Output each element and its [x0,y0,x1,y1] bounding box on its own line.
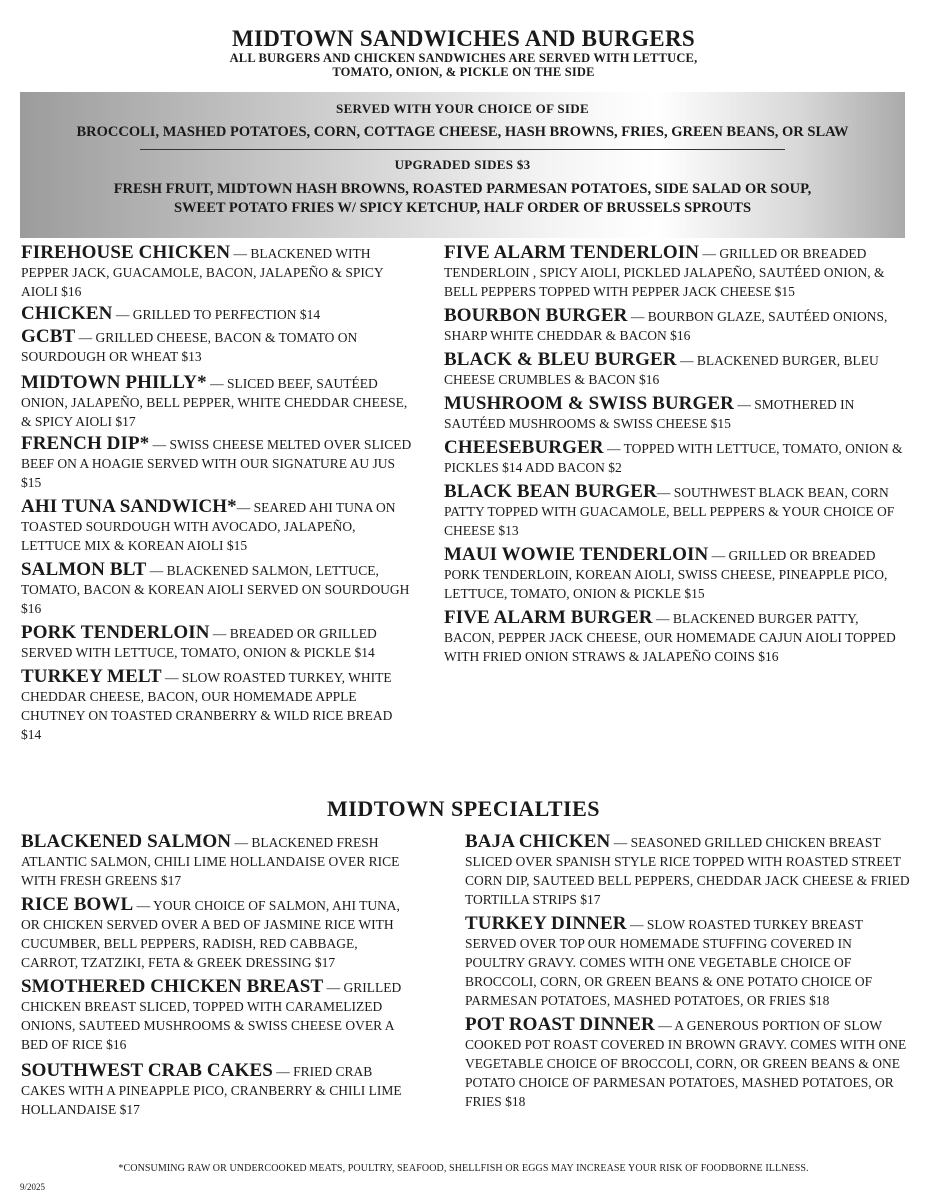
item-name: BOURBON BURGER [444,305,628,326]
item-sep: — [652,611,673,626]
item-sep: — [75,330,96,345]
specialties-left-column [21,832,417,1119]
item-desc: BLACKENED BURGER PATTY, BACON, PEPPER JACK CHEESE, OUR HOMEMADE CAJUN AIOLI TOPPED WITH FRIED ONION STRAWS & JALAPEÑO COINS $16 [444,611,896,664]
item-name: FIVE ALARM BURGER [444,607,653,628]
item-desc: BLACKENED FRESH ATLANTIC SALMON, CHILI LIME HOLLANDAISE OVER RICE WITH FRESH GREENS $17 [21,835,400,888]
item-sep: — [230,246,251,261]
subtitle-line-2: TOMATO, ONION, & PICKLE ON THE SIDE [332,65,595,79]
menu-item [21,434,413,492]
item-name: CHICKEN [21,303,113,324]
item-desc: SLOW ROASTED TURKEY, WHITE CHEDDAR CHEESE, BACON, OUR HOMEMADE APPLE CHUTNEY ON TOASTED CRANBERRY & WILD RICE BREAD $14 [21,670,393,742]
menu-date: 9/2025 [20,1182,46,1192]
item-desc: SMOTHERED IN SAUTÉED MUSHROOMS & SWISS CHEESE $15 [444,397,855,431]
upgraded-sides-line-1: FRESH FRUIT, MIDTOWN HASH BROWNS, ROASTED PARMESAN POTATOES, SIDE SALAD OR SOUP, [113,181,812,197]
item-name: TURKEY DINNER [465,913,627,934]
menu-item [21,327,413,366]
item-sep: — [676,353,697,368]
menu-item [21,497,413,555]
menu-item [465,1015,910,1111]
item-name: MAUI WOWIE TENDERLOIN [444,544,709,565]
item-name: POT ROAST DINNER [465,1014,655,1035]
item-name: SALMON BLT [21,559,147,580]
item-sep: — [610,835,631,850]
item-name: PORK TENDERLOIN [21,622,210,643]
item-desc: A GENEROUS PORTION OF SLOW COOKED POT ROAST COVERED IN BROWN GRAVY. COMES WITH ONE VEGETABLE CHOICE OF BROCCOLI, CORN, OR GREEN BEANS & ONE POTATO CHOICE OF PARMESAN POTATOES, MASHED POTATOES, OR FRIES $18 [465,1018,907,1109]
item-desc: BLACKENED SALMON, LETTUCE, TOMATO, BACON & KOREAN AIOLI SERVED ON SOURDOUGH $16 [21,563,410,616]
item-desc: BREADED OR GRILLED SERVED WITH LETTUCE, TOMATO, ONION & PICKLE $14 [21,626,377,660]
menu-item [444,438,908,477]
menu-item [465,914,910,1010]
item-name: AHI TUNA SANDWICH* [21,496,237,517]
item-desc: BLACKENED BURGER, BLEU CHEESE CRUMBLES & BACON $16 [444,353,879,387]
menu-item [21,1061,417,1119]
item-name: GCBT [21,326,76,347]
menu-item [444,350,908,389]
menu-item [21,304,413,324]
item-desc: SLICED BEEF, SAUTÉED ONION, JALAPEÑO, BELL PEPPER, WHITE CHEDDAR CHEESE, & SPICY AIOLI $17 [21,376,408,429]
item-sep: — [699,246,720,261]
specialties-title: MIDTOWN SPECIALTIES [327,796,600,821]
item-sep: — [161,670,182,685]
item-name: MIDTOWN PHILLY* [21,372,207,393]
sides-divider [140,149,785,150]
item-name: BLACK BEAN BURGER [444,481,657,502]
item-desc: SLOW ROASTED TURKEY BREAST SERVED OVER TOP OUR HOMEMADE STUFFING COVERED IN POULTRY GRAVY. COMES WITH ONE VEGETABLE CHOICE OF BROCCOLI, CORN, OR GREEN BEANS & ONE POTATO CHOICE OF PARMESAN POTATOES, MASHED POTATOES, OR FRIES $18 [465,917,873,1008]
menu-item [444,394,908,433]
item-sep: — [209,626,230,641]
item-sep: — [323,980,344,995]
item-name: SMOTHERED CHICKEN BREAST [21,976,324,997]
item-sep: — [146,563,167,578]
menu-item [21,832,417,890]
item-desc: FRIED CRAB CAKES WITH A PINEAPPLE PICO, CRANBERRY & CHILI LIME HOLLANDAISE $17 [21,1064,402,1117]
sides-label: SERVED WITH YOUR CHOICE OF SIDE [336,101,589,116]
menu-item [444,608,908,666]
footnote: *CONSUMING RAW OR UNDERCOOKED MEATS, POULTRY, SEAFOOD, SHELLFISH OR EGGS MAY INCREASE YOUR RISK OF FOODBORNE ILLNESS. [118,1163,809,1174]
sides-box [20,92,905,238]
menu-item [444,306,908,345]
item-desc: SWISS CHEESE MELTED OVER SLICED BEEF ON A HOAGIE SERVED WITH OUR SIGNATURE AU JUS $15 [21,437,412,490]
item-name: SOUTHWEST CRAB CAKES [21,1060,273,1081]
menu-item [444,482,908,540]
item-name: TURKEY MELT [21,666,162,687]
item-desc: YOUR CHOICE OF SALMON, AHI TUNA, OR CHICKEN SERVED OVER A BED OF JASMINE RICE WITH CUCUMBER, BELL PEPPERS, RADISH, RED CABBAGE, CARROT, TZATZIKI, FETA & GREEK DRESSING $17 [21,898,400,970]
upgraded-sides-line-2: SWEET POTATO FRIES W/ SPICY KETCHUP, HALF ORDER OF BRUSSELS SPROUTS [173,200,752,216]
item-sep: — [133,898,154,913]
item-sep: — [603,441,624,456]
item-name: RICE BOWL [21,894,134,915]
item-sep: — [149,437,170,452]
item-sep: — [627,309,648,324]
menu-item [21,667,413,744]
menu-item [465,832,910,909]
item-name: FRENCH DIP* [21,433,150,454]
item-sep: — [231,835,252,850]
page-title: MIDTOWN SANDWICHES AND BURGERS [232,26,695,51]
menu-header [0,0,927,79]
menu-item [21,623,413,662]
menu-item [444,545,908,603]
item-desc: SEARED AHI TUNA ON TOASTED SOURDOUGH WITH AVOCADO, JALAPEÑO, LETTUCE MIX & KOREAN AIOLI $15 [21,500,396,553]
item-name: FIVE ALARM TENDERLOIN [444,242,700,263]
item-sep: — [206,376,227,391]
item-sep: — [626,917,647,932]
item-sep: — [654,1018,675,1033]
item-desc: BOURBON GLAZE, SAUTÉED ONIONS, SHARP WHITE CHEDDAR & BACON $16 [444,309,888,343]
item-desc: GRILLED OR BREADED PORK TENDERLOIN, KOREAN AIOLI, SWISS CHEESE, PINEAPPLE PICO, LETTUCE, TOMATO, ONION & PICKLE $15 [444,548,888,601]
menu-item [21,895,417,972]
item-desc: GRILLED CHEESE, BACON & TOMATO ON SOURDOUGH OR WHEAT $13 [21,330,358,364]
item-desc: TOPPED WITH LETTUCE, TOMATO, ONION & PICKLES $14 ADD BACON $2 [444,441,903,475]
upgraded-sides-label: UPGRADED SIDES $3 [394,157,531,172]
item-sep: — [733,397,755,412]
menu-item [444,243,908,301]
item-sep: — [272,1064,294,1079]
item-desc: SOUTHWEST BLACK BEAN, CORN PATTY TOPPED WITH GUACAMOLE, BELL PEPPERS & YOUR CHOICE OF CHEESE $13 [444,485,895,538]
item-sep: — [708,548,729,563]
item-desc: BLACKENED WITH PEPPER JACK, GUACAMOLE, BACON, JALAPEÑO & SPICY AIOLI $16 [21,246,384,299]
subtitle-line-1: ALL BURGERS AND CHICKEN SANDWICHES ARE SERVED WITH LETTUCE, [229,51,698,65]
sides-list: BROCCOLI, MASHED POTATOES, CORN, COTTAGE CHEESE, HASH BROWNS, FRIES, GREEN BEANS, OR SLAW [76,124,849,140]
specialties-right-column [465,832,910,1111]
sandwiches-right-column [444,243,908,666]
sandwiches-left-column [21,243,413,744]
item-name: BAJA CHICKEN [465,831,611,852]
item-name: BLACK & BLEU BURGER [444,349,677,370]
menu-item [21,373,413,431]
menu-item [21,977,417,1054]
item-name: MUSHROOM & SWISS BURGER [444,393,734,414]
menu-item [21,243,413,301]
item-sep: — [236,500,254,515]
item-desc: GRILLED TO PERFECTION $14 [132,307,321,322]
item-sep: — [112,307,133,322]
item-name: FIREHOUSE CHICKEN [21,242,231,263]
item-desc: GRILLED OR BREADED TENDERLOIN , SPICY AIOLI, PICKLED JALAPEÑO, SAUTÉED ONION, & BELL PEPPERS TOPPED WITH PEPPER JACK CHEESE $15 [444,246,885,299]
item-name: CHEESEBURGER [444,437,604,458]
item-name: BLACKENED SALMON [21,831,232,852]
item-desc: SEASONED GRILLED CHICKEN BREAST SLICED OVER SPANISH STYLE RICE TOPPED WITH ROASTED STREET CORN DIP, SAUTEED BELL PEPPERS, CHEDDAR JACK CHEESE & FRIED TORTILLA STRIPS $17 [465,835,910,907]
menu-item [21,560,413,618]
item-sep: — [656,485,674,500]
item-desc: GRILLED CHICKEN BREAST SLICED, TOPPED WITH CARAMELIZED ONIONS, SAUTEED MUSHROOMS & SWISS CHEESE OVER A BED OF RICE $16 [21,980,402,1052]
